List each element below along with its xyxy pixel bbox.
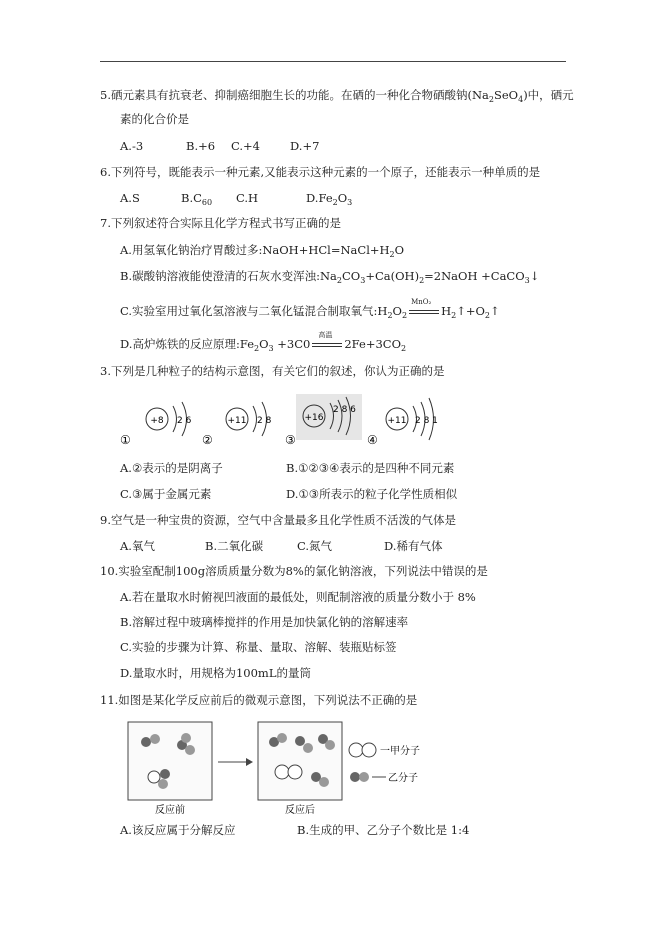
- q8-stem: 3.下列是几种粒子的结构示意图，有关它们的叙述，你认为正确的是: [100, 364, 445, 378]
- before-label: 反应前: [155, 805, 185, 816]
- svg-text:+8: +8: [150, 416, 164, 426]
- svg-text:+11: +11: [387, 416, 407, 426]
- svg-text:①: ①: [120, 433, 131, 447]
- q6-stem: 6.下列符号，既能表示一种元素,又能表示这种元素的一个原子，还能表示一种单质的是: [100, 165, 541, 179]
- svg-text:+16: +16: [304, 413, 324, 423]
- q7-option-b: B.碳酸钠溶液能使澄清的石灰水变浑浊$:Na_2CO_3+Ca(OH)_2=2NaOH$ +CaCO$_3$↓: [120, 269, 540, 285]
- q5-option-d: D.+7: [290, 139, 320, 153]
- svg-text:+11: +11: [227, 416, 247, 426]
- q7-option-a: A.用氢氧化钠治疗胃酸过多$:NaOH+HCl=NaCl+H_2O$: [120, 243, 405, 259]
- svg-text:③: ③: [285, 433, 296, 447]
- after-label: 反应后: [285, 805, 315, 816]
- q9-option-d: D.稀有气体: [384, 539, 443, 553]
- legend-molecule-a: [349, 743, 420, 757]
- particle-4-diagram: [367, 398, 438, 447]
- q5-option-a: A.-3: [120, 139, 144, 153]
- svg-text:2 8: 2 8: [257, 416, 272, 426]
- svg-text:2 6: 2 6: [177, 416, 192, 426]
- particle-2-diagram: [202, 402, 272, 447]
- q6-option-b: $B.C_{60}$: [181, 191, 213, 207]
- svg-text:②: ②: [202, 433, 213, 447]
- q7-stem: 7.下列叙述符合实际且化学方程式书写正确的是: [100, 216, 341, 230]
- q8-option-b: B.①②③④表示的是四种不同元素: [286, 461, 455, 475]
- q7-condition: 高温: [318, 331, 333, 339]
- q10-option-b: B.溶解过程中玻璃棒搅拌的作用是加快氯化钠的溶解速率: [120, 615, 409, 629]
- q9-option-c: C.氮气: [297, 539, 333, 553]
- svg-text:一甲分子: 一甲分子: [380, 746, 420, 757]
- svg-text:2 8 6: 2 8 6: [333, 405, 356, 415]
- particle-1-diagram: [120, 402, 192, 447]
- svg-text:④: ④: [367, 433, 378, 447]
- q5-stem-line2: 素的化合价是: [120, 112, 189, 126]
- q5-option-b: B.+6: [186, 139, 216, 153]
- q5-stem: 5.硒元素具有抗衰老、抑制癌细胞生长的功能。在硒的一种化合物硒酸钠$(Na_2SeO_4)$中，硒元: [100, 88, 574, 104]
- particle-3-diagram: [285, 394, 362, 447]
- q8-option-c: C.③属于金属元素: [120, 487, 212, 501]
- before-box: [128, 722, 212, 800]
- q9-option-a: A.氧气: [120, 539, 155, 553]
- q10-stem: 10.实验室配制100g溶质质量分数为8%的氯化钠溶液，下列说法中错误的是: [100, 564, 488, 578]
- q9-option-b: B.二氧化碳: [205, 539, 264, 553]
- q11-option-a: A.该反应属于分解反应: [120, 823, 236, 837]
- q7-catalyst: MnO₂: [411, 298, 432, 306]
- after-box: [258, 722, 342, 800]
- q11-option-b: B.生成的甲、乙分子个数比是 1:4: [297, 823, 470, 837]
- q9-stem: 9.空气是一种宝贵的资源，空气中含量最多且化学性质不活泼的气体是: [100, 513, 456, 527]
- q8-option-d: D.①③所表示的粒子化学性质相似: [286, 487, 458, 501]
- q5-option-c: C.+4: [231, 139, 260, 153]
- header-rule: [100, 61, 566, 62]
- q8-option-a: A.②表示的是阴离子: [120, 461, 223, 475]
- svg-text:2 8 1: 2 8 1: [415, 416, 438, 426]
- q6-option-a: A.S: [120, 191, 140, 205]
- q10-option-a: A.若在量取水时俯视凹液面的最低处，则配制溶液的质量分数小于 8%: [120, 590, 476, 604]
- reaction-diagram: [118, 717, 518, 817]
- legend-molecule-b: [350, 771, 418, 784]
- svg-text:乙分子: 乙分子: [388, 773, 418, 784]
- q7-option-d: D.高炉炼铁的反应原理$:Fe_2O_3 +3C0$ 高温 $2Fe+3CO_2$: [120, 337, 406, 356]
- q10-option-d: D.量取水时，用规格为100mL的量筒: [120, 666, 311, 680]
- q11-stem: 11.如图是某化学反应前后的微观示意图，下列说法不正确的是: [100, 693, 418, 707]
- q10-option-c: C.实验的步骤为计算、称量、量取、溶解、装瓶贴标签: [120, 640, 397, 654]
- q6-option-d: $D.Fe_2O_3$: [306, 191, 353, 207]
- q7-option-c: C.实验室用过氧化氢溶液与二氧化锰混合制取氧气$:H_2O_2$ MnO₂ $H_2↑+O_2↑$: [120, 304, 500, 323]
- particle-diagrams: [110, 392, 470, 454]
- q6-option-c: C.H: [236, 191, 259, 205]
